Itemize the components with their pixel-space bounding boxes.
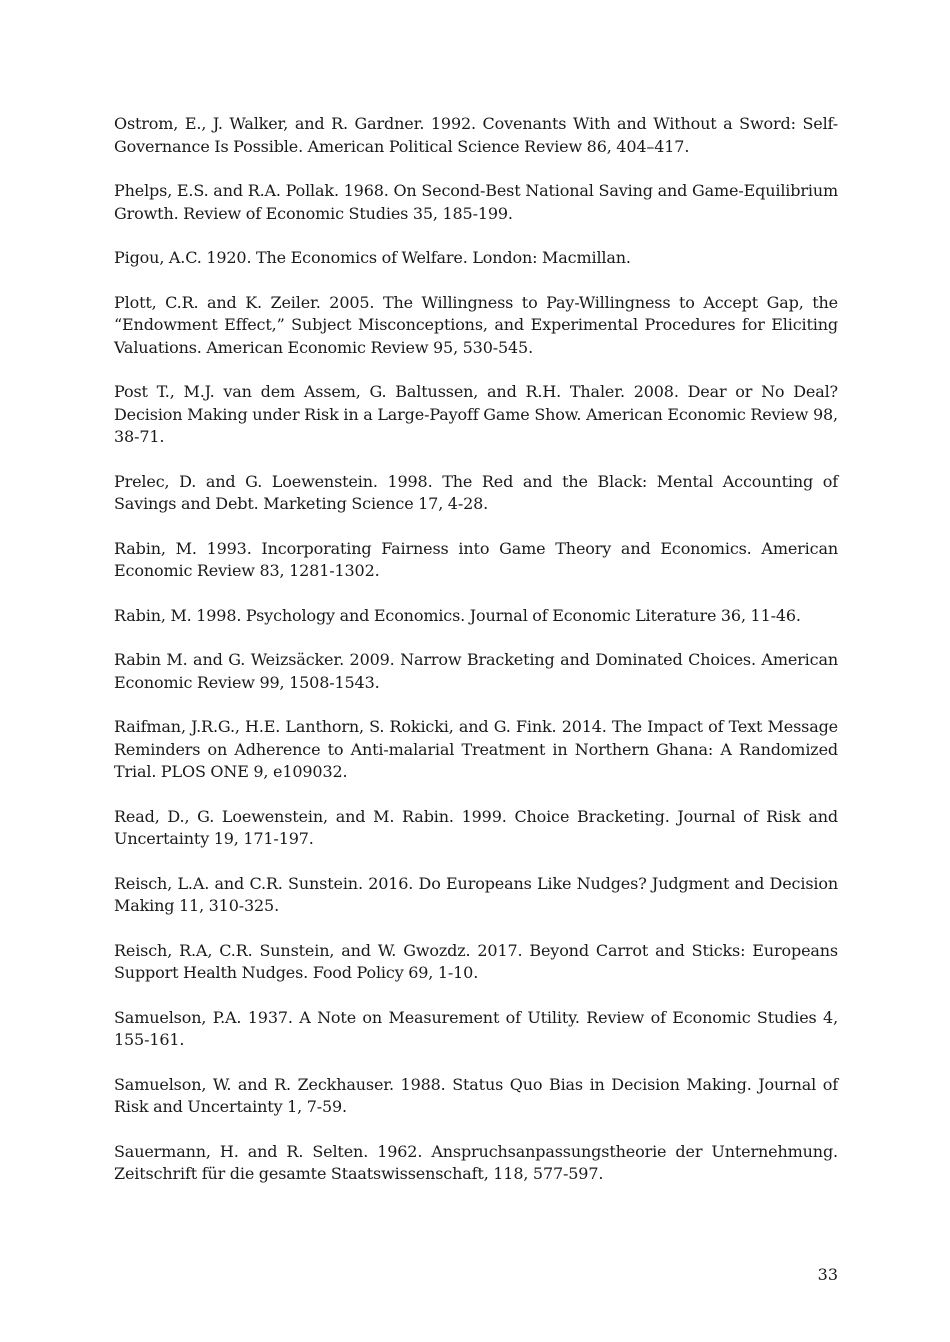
reference-entry: Rabin, M. 1998. Psychology and Economics. Journal of Economic Literature 36, 11-46. [114, 605, 801, 625]
reference-entry: Pigou, A.C. 1920. The Economics of Welfare. London: Macmillan. [114, 248, 631, 267]
reference-entry: Read, D., G. Loewenstein, and M. Rabin. 1999. Choice Bracketing. Journal of Risk and Uncertainty 19, 171-197. [114, 806, 838, 848]
reference-entry: Phelps, E.S. and R.A. Pollak. 1968. On Second-Best National Saving and Game-Equilibrium Growth. Review of Economic Studies 35, 185-199. [114, 181, 838, 223]
reference-entry: Rabin M. and G. Weizsäcker. 2009. Narrow Bracketing and Dominated Choices. American Economic Review 99, 1508-1543. [114, 650, 838, 692]
reference-entry: Post T., M.J. van dem Assem, G. Baltussen, and R.H. Thaler. 2008. Dear or No Deal? Decision Making under Risk in a Large-Payoff Game Show. American Economic Review 98, 38-71. [114, 382, 838, 446]
reference-entry: Samuelson, W. and R. Zeckhauser. 1988. Status Quo Bias in Decision Making. Journal of Risk and Uncertainty 1, 7-59. [114, 1074, 838, 1116]
reference-entry: Sauermann, H. and R. Selten. 1962. Anspruchsanpassungstheorie der Unternehmung. Zeitschrift für die gesamte Staatswissenschaft, 118, 577-597. [114, 1141, 838, 1183]
reference-entry: Raifman, J.R.G., H.E. Lanthorn, S. Rokicki, and G. Fink. 2014. The Impact of Text Message Reminders on Adherence to Anti-malarial Treatment in Northern Ghana: A Randomized Trial. PLOS ONE 9, e109032. [114, 717, 838, 781]
reference-entry: Reisch, L.A. and C.R. Sunstein. 2016. Do Europeans Like Nudges? Judgment and Decision Making 11, 310-325. [114, 873, 838, 915]
reference-entry: Rabin, M. 1993. Incorporating Fairness into Game Theory and Economics. American Economic Review 83, 1281-1302. [114, 538, 838, 580]
reference-entry: Ostrom, E., J. Walker, and R. Gardner. 1992. Covenants With and Without a Sword: Self-Governance Is Possible. American Political Science Review 86, 404–417. [114, 114, 838, 156]
reference-list [114, 113, 838, 1208]
page-number: 33 [817, 1265, 838, 1284]
reference-entry: Prelec, D. and G. Loewenstein. 1998. The Red and the Black: Mental Accounting of Savings and Debt. Marketing Science 17, 4-28. [114, 471, 838, 513]
reference-entry: Reisch, R.A, C.R. Sunstein, and W. Gwozdz. 2017. Beyond Carrot and Sticks: Europeans Support Health Nudges. Food Policy 69, 1-10. [114, 940, 838, 982]
reference-entry: Samuelson, P.A. 1937. A Note on Measurement of Utility. Review of Economic Studies 4, 155-161. [114, 1007, 838, 1049]
reference-entry: Plott, C.R. and K. Zeiler. 2005. The Willingness to Pay-Willingness to Accept Gap, the “Endowment Effect,” Subject Misconceptions, and Experimental Procedures for Eliciting Valuations. American Economic Review 95, 530-545. [114, 292, 838, 357]
